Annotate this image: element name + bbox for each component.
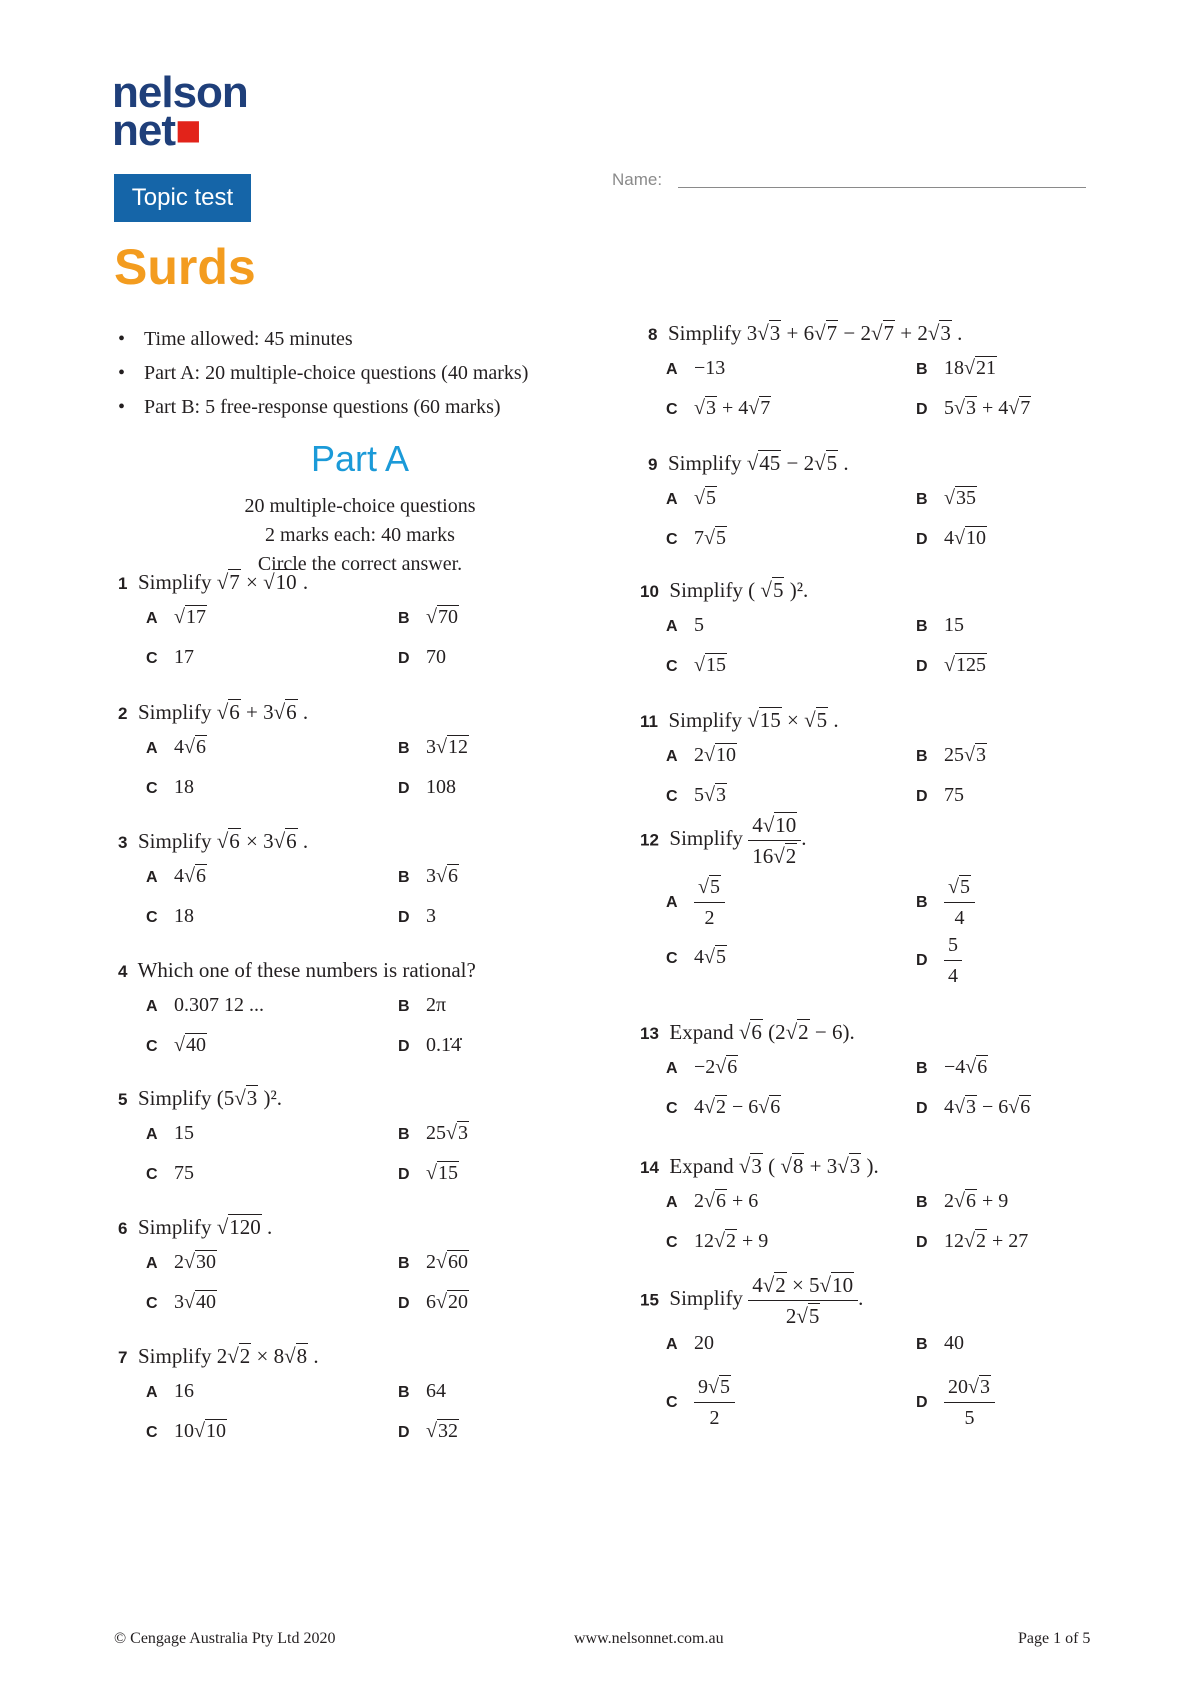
question-8: [648, 321, 962, 346]
question-text: Simplify 2√2 × 8√8 .: [137, 1344, 319, 1368]
info-item: • Part A: 20 multiple-choice questions (40 marks): [118, 356, 528, 390]
question-10-option-b[interactable]: [916, 614, 964, 637]
part-a-heading: Part A: [310, 438, 410, 479]
question-8-option-b[interactable]: [916, 357, 997, 380]
question-3-option-c[interactable]: [146, 905, 194, 928]
option-fraction: $\frac{√5}{4}$: [944, 872, 975, 933]
option-fraction: $\frac{√5}{2}$: [694, 872, 725, 933]
option-text: 12√2 + 9: [694, 1230, 769, 1252]
question-7: [118, 1344, 319, 1369]
question-11-option-c[interactable]: [666, 784, 727, 807]
option-letter: D: [916, 1100, 928, 1117]
option-text: 3: [426, 905, 436, 927]
option-text: 108: [426, 776, 456, 798]
question-3-option-a[interactable]: [146, 865, 207, 888]
option-text: 2√6 + 9: [944, 1190, 1009, 1212]
question-9-option-c[interactable]: [666, 527, 727, 550]
question-7-option-c[interactable]: [146, 1420, 227, 1443]
question-text: Simplify 3√3 + 6√7 − 2√7 + 2√3 .: [667, 321, 963, 345]
name-label: Name:: [612, 170, 663, 189]
name-field-line[interactable]: [678, 187, 1086, 188]
option-text: 0.1̇4̇: [426, 1034, 461, 1056]
question-number: 6: [118, 1219, 128, 1238]
question-number: 2: [118, 704, 128, 723]
option-text: 64: [426, 1380, 446, 1402]
info-item: • Part B: 5 free-response questions (60 marks): [118, 390, 528, 424]
question-number: 10: [640, 582, 659, 601]
question-14-option-b[interactable]: [916, 1190, 1008, 1213]
question-5-option-c[interactable]: [146, 1162, 194, 1185]
option-letter: A: [146, 1384, 158, 1401]
question-15-option-a[interactable]: [666, 1332, 714, 1355]
option-letter: D: [398, 1424, 410, 1441]
option-text: 18: [174, 905, 194, 927]
question-12-option-a[interactable]: [666, 872, 725, 933]
option-letter: C: [666, 658, 678, 675]
option-letter: C: [666, 401, 678, 418]
option-text: 7√5: [694, 527, 726, 549]
question-4-option-c[interactable]: [146, 1034, 207, 1057]
question-number: 1: [118, 574, 128, 593]
option-fraction: $\frac{20√3}{5}$: [944, 1372, 995, 1433]
option-letter: A: [666, 748, 678, 765]
option-text: 0.307 12 ...: [174, 994, 264, 1016]
option-text: 17: [174, 646, 194, 668]
question-number: 9: [648, 455, 658, 474]
option-letter: A: [146, 1126, 158, 1143]
question-4: [118, 958, 476, 983]
question-5-option-b[interactable]: [398, 1122, 469, 1145]
option-letter: A: [146, 1255, 158, 1272]
option-letter: D: [916, 1394, 928, 1412]
question-number: 15: [640, 1290, 659, 1310]
question-1: [118, 570, 308, 595]
option-text: 5√3: [694, 784, 726, 806]
option-letter: C: [146, 1038, 158, 1055]
option-letter: B: [398, 1255, 410, 1272]
question-fraction: $\frac{4√2 \times 5√10}{2√5}$: [748, 1270, 858, 1331]
question-6: [118, 1215, 272, 1240]
option-text: 2√10: [694, 744, 736, 766]
option-letter: B: [916, 1060, 928, 1077]
option-text: 5: [694, 614, 704, 636]
option-letter: D: [916, 531, 928, 548]
option-letter: D: [398, 1295, 410, 1312]
option-text: 70: [426, 646, 446, 668]
option-text: 4√2 − 6√6: [694, 1096, 781, 1118]
question-8-option-a[interactable]: [666, 357, 725, 380]
question-text: Simplify √6 + 3√6 .: [137, 700, 309, 724]
option-letter: A: [146, 869, 158, 886]
logo-line2: net■: [112, 106, 201, 155]
question-6-option-a[interactable]: [146, 1251, 217, 1274]
question-text: Simplify ( √5 )².: [669, 578, 809, 602]
question-10: [640, 578, 808, 603]
question-13-option-c[interactable]: [666, 1096, 781, 1119]
option-text: 3√6: [426, 865, 458, 887]
question-number: 13: [640, 1024, 659, 1043]
question-2-option-a[interactable]: [146, 736, 207, 759]
question-2-option-d[interactable]: [398, 776, 456, 799]
page-title: Surds: [114, 239, 256, 295]
question-text: Simplify √6 × 3√6 .: [137, 829, 309, 853]
option-text: 4√6: [174, 736, 206, 758]
option-text: √32: [426, 1420, 458, 1442]
question-15: [640, 1270, 863, 1331]
question-text: Expand √6 (2√2 − 6).: [669, 1020, 855, 1044]
option-letter: B: [916, 618, 928, 635]
option-text: 18: [174, 776, 194, 798]
option-text: 25√3: [426, 1122, 468, 1144]
test-info-list: [118, 322, 528, 424]
option-text: √15: [694, 654, 726, 676]
question-3: [118, 829, 308, 854]
option-letter: A: [146, 998, 158, 1015]
question-8-option-c[interactable]: [666, 397, 771, 420]
option-letter: C: [666, 1234, 678, 1251]
question-number: 11: [640, 712, 658, 731]
option-text: −2√6: [694, 1056, 738, 1078]
question-13-option-a[interactable]: [666, 1056, 738, 1079]
option-text: √5: [694, 487, 716, 509]
question-13-option-b[interactable]: [916, 1056, 988, 1079]
option-letter: D: [916, 952, 928, 970]
question-4-option-b[interactable]: [398, 994, 446, 1017]
option-text: √40: [174, 1034, 206, 1056]
footer-url[interactable]: www.nelsonnet.com.au: [574, 1630, 724, 1647]
option-letter: C: [666, 531, 678, 548]
option-text: 16: [174, 1380, 194, 1402]
question-11-option-b[interactable]: [916, 744, 987, 767]
option-text: 5√3 + 4√7: [944, 397, 1031, 419]
question-text: Simplify $\frac{4√10}{16√2}$ .: [669, 826, 806, 850]
option-text: 40: [944, 1332, 964, 1354]
question-13-option-d[interactable]: [916, 1096, 1031, 1119]
option-fraction: $\frac{9√5}{2}$: [694, 1372, 735, 1433]
question-12-option-b[interactable]: [916, 872, 975, 933]
option-letter: B: [398, 740, 410, 757]
option-text: 75: [944, 784, 964, 806]
question-11: [640, 708, 839, 733]
question-10-option-d[interactable]: [916, 654, 987, 677]
option-letter: B: [916, 491, 928, 508]
option-text: √15: [426, 1162, 458, 1184]
question-9-option-d[interactable]: [916, 527, 987, 550]
option-letter: D: [398, 909, 410, 926]
option-letter: A: [666, 618, 678, 635]
option-letter: C: [146, 909, 158, 926]
option-letter: C: [666, 950, 678, 967]
topic-test-badge: Topic test: [114, 174, 251, 222]
option-letter: D: [398, 1166, 410, 1183]
option-letter: D: [398, 780, 410, 797]
question-11-option-d[interactable]: [916, 784, 964, 807]
footer-copyright: © Cengage Australia Pty Ltd 2020: [114, 1630, 336, 1647]
nelsonnet-logo: [112, 68, 248, 155]
option-text: −13: [694, 357, 726, 379]
option-letter: D: [398, 650, 410, 667]
question-4-option-a[interactable]: [146, 994, 264, 1017]
option-text: 2√60: [426, 1251, 468, 1273]
part-a-line: 20 multiple-choice questions: [244, 495, 476, 517]
option-text: √17: [174, 606, 206, 628]
question-12-option-d[interactable]: [916, 930, 962, 991]
option-text: −4√6: [944, 1056, 988, 1078]
question-14-option-a[interactable]: [666, 1190, 758, 1213]
option-letter: B: [916, 1194, 928, 1211]
question-number: 5: [118, 1090, 128, 1109]
question-10-option-c[interactable]: [666, 654, 727, 677]
option-letter: B: [916, 894, 928, 912]
question-3-option-b[interactable]: [398, 865, 459, 888]
option-text: 3√40: [174, 1291, 216, 1313]
logo-line1: nelson: [112, 68, 248, 117]
option-letter: D: [398, 1038, 410, 1055]
option-letter: B: [398, 1384, 410, 1401]
question-1-option-c[interactable]: [146, 646, 194, 669]
question-13: [640, 1020, 855, 1045]
part-a-instructions: [190, 492, 530, 579]
question-15-option-b[interactable]: [916, 1332, 964, 1355]
option-text: 4√3 − 6√6: [944, 1096, 1031, 1118]
question-6-option-c[interactable]: [146, 1291, 217, 1314]
option-text: 4√6: [174, 865, 206, 887]
option-letter: C: [146, 1166, 158, 1183]
question-text: Which one of these numbers is rational?: [137, 958, 476, 982]
question-7-option-b[interactable]: [398, 1380, 446, 1403]
info-item: • Time allowed: 45 minutes: [118, 322, 528, 356]
option-letter: B: [916, 748, 928, 765]
question-15-option-c[interactable]: [666, 1372, 735, 1433]
option-letter: A: [146, 610, 158, 627]
question-12-option-c[interactable]: [666, 946, 727, 969]
option-letter: B: [916, 1336, 928, 1353]
question-text: Simplify √120 .: [137, 1215, 273, 1239]
option-text: √3 + 4√7: [694, 397, 771, 419]
option-letter: A: [666, 1336, 678, 1353]
question-number: 14: [640, 1158, 659, 1177]
question-12: [640, 810, 806, 871]
option-text: 2√6 + 6: [694, 1190, 759, 1212]
option-text: 12√2 + 27: [944, 1230, 1029, 1252]
option-letter: A: [666, 491, 678, 508]
question-4-option-d[interactable]: [398, 1034, 461, 1057]
option-text: √125: [944, 654, 986, 676]
option-letter: C: [146, 650, 158, 667]
option-letter: B: [398, 610, 410, 627]
option-text: 15: [174, 1122, 194, 1144]
option-letter: C: [146, 1424, 158, 1441]
part-a-line: Circle the correct answer.: [257, 553, 463, 575]
question-number: 12: [640, 830, 659, 850]
option-text: 4√5: [694, 946, 726, 968]
question-9-option-a[interactable]: [666, 487, 717, 510]
option-letter: A: [666, 361, 678, 378]
question-6-option-d[interactable]: [398, 1291, 469, 1314]
question-3-option-d[interactable]: [398, 905, 436, 928]
option-letter: B: [398, 998, 410, 1015]
question-1-option-b[interactable]: [398, 606, 459, 629]
question-14-option-c[interactable]: [666, 1230, 768, 1253]
option-text: 18√21: [944, 357, 996, 379]
option-letter: D: [916, 1234, 928, 1251]
question-fraction: $\frac{4√10}{16√2}$: [748, 810, 801, 871]
option-text: 20: [694, 1332, 714, 1354]
option-letter: A: [666, 1060, 678, 1077]
question-number: 3: [118, 833, 128, 852]
question-number: 8: [648, 325, 658, 344]
option-letter: C: [666, 788, 678, 805]
question-15-option-d[interactable]: [916, 1372, 995, 1433]
option-text: 3√12: [426, 736, 468, 758]
option-letter: D: [916, 788, 928, 805]
option-letter: D: [916, 658, 928, 675]
question-text: Simplify √15 × √5 .: [668, 708, 839, 732]
option-letter: A: [666, 1194, 678, 1211]
question-14: [640, 1154, 879, 1179]
option-text: √35: [944, 487, 976, 509]
option-text: 6√20: [426, 1291, 468, 1313]
option-text: 75: [174, 1162, 194, 1184]
question-9-option-b[interactable]: [916, 487, 977, 510]
option-text: 4√10: [944, 527, 986, 549]
option-letter: B: [398, 1126, 410, 1143]
question-text: Expand √3 ( √8 + 3√3 ).: [669, 1154, 879, 1178]
option-letter: C: [146, 780, 158, 797]
question-8-option-d[interactable]: [916, 397, 1031, 420]
option-letter: A: [146, 740, 158, 757]
option-letter: C: [666, 1394, 678, 1412]
question-7-option-d[interactable]: [398, 1420, 459, 1443]
question-text: Simplify √45 − 2√5 .: [667, 451, 849, 475]
question-1-option-d[interactable]: [398, 646, 446, 669]
question-11-option-a[interactable]: [666, 744, 737, 767]
option-letter: B: [398, 869, 410, 886]
option-text: 10√10: [174, 1420, 226, 1442]
option-text: 25√3: [944, 744, 986, 766]
question-number: 4: [118, 962, 128, 981]
question-2: [118, 700, 308, 725]
footer-page-number: Page 1 of 5: [1018, 1630, 1091, 1647]
option-text: √70: [426, 606, 458, 628]
question-5-option-d[interactable]: [398, 1162, 459, 1185]
option-letter: D: [916, 401, 928, 418]
question-text: Simplify (5√3 )².: [137, 1086, 283, 1110]
question-7-option-a[interactable]: [146, 1380, 194, 1403]
question-text: Simplify √7 × √10 .: [137, 570, 309, 594]
option-text: 2√30: [174, 1251, 216, 1273]
question-5: [118, 1086, 282, 1111]
question-5-option-a[interactable]: [146, 1122, 194, 1145]
option-letter: A: [666, 894, 678, 912]
question-1-option-a[interactable]: [146, 606, 207, 629]
option-letter: C: [146, 1295, 158, 1312]
option-text: 2π: [426, 994, 447, 1016]
option-letter: C: [666, 1100, 678, 1117]
option-text: 15: [944, 614, 964, 636]
question-text: Simplify $\frac{4√2 \times 5√10}{2√5}$ .: [669, 1286, 863, 1310]
question-10-option-a[interactable]: [666, 614, 704, 637]
option-fraction: $\frac{5}{4}$: [944, 930, 962, 991]
question-9: [648, 451, 849, 476]
question-14-option-d[interactable]: [916, 1230, 1028, 1253]
part-a-line: 2 marks each: 40 marks: [265, 524, 455, 546]
question-2-option-b[interactable]: [398, 736, 469, 759]
question-number: 7: [118, 1348, 128, 1367]
question-2-option-c[interactable]: [146, 776, 194, 799]
option-letter: B: [916, 361, 928, 378]
question-6-option-b[interactable]: [398, 1251, 469, 1274]
